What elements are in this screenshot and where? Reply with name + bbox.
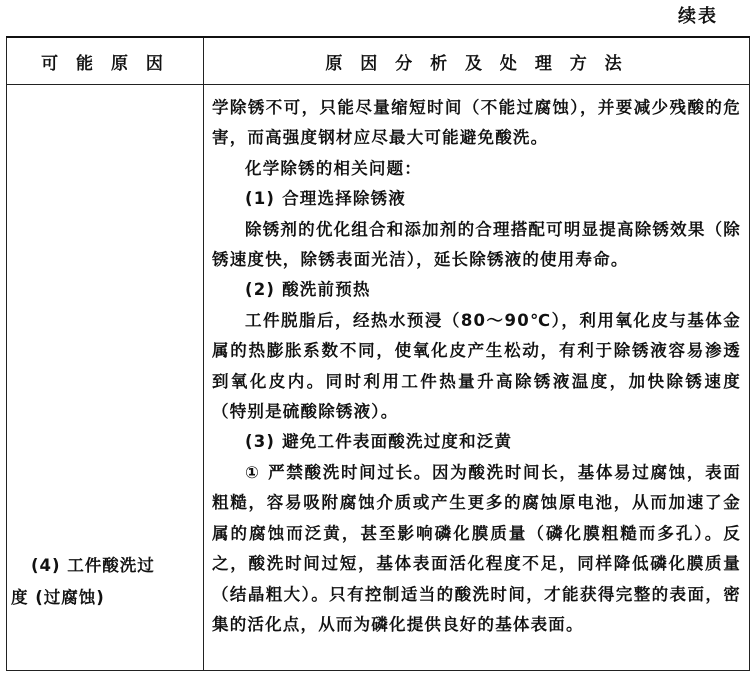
cause-text-line2: 度 (过腐蚀) [11, 588, 105, 607]
analysis-paragraph: 学除锈不可，只能尽量缩短时间（不能过腐蚀），并要减少残酸的危害，而高强度钢材应尽最大可能避免酸洗。 [212, 98, 741, 148]
analysis-paragraph: 工件脱脂后，经热水预浸（80～90℃），利用氧化皮与基体金属的热膨胀系数不同，使氧化皮产生松动，有利于除锈液容易渗透到氧化皮内。同时利用工件热量升高除锈液温度，加快除锈速度（特别是硫酸除锈液）。 [212, 310, 741, 422]
cause-cell [7, 85, 204, 671]
table-row [7, 85, 750, 671]
header-analysis-method: 原 因 分 析 及 处 理 方 法 [204, 37, 750, 85]
analysis-subheading: (2) 酸洗前预热 [245, 280, 371, 300]
cause-analysis-table [6, 36, 750, 671]
analysis-cell [204, 85, 750, 671]
analysis-subheading: (3) 避免工件表面酸洗过度和泛黄 [245, 432, 513, 452]
continued-label: 续表 [678, 6, 718, 27]
header-possible-cause: 可 能 原 因 [7, 37, 204, 85]
analysis-subheading: (1) 合理选择除锈液 [245, 189, 407, 209]
analysis-paragraph: 化学除锈的相关问题： [245, 158, 422, 178]
table-header-row [7, 37, 750, 85]
analysis-paragraph: 除锈剂的优化组合和添加剂的合理搭配可明显提高除锈效果（除锈速度快，除锈表面光洁），延长除锈液的使用寿命。 [212, 219, 741, 270]
cause-text-line1: (4) 工件酸洗过 [31, 556, 155, 575]
analysis-paragraph: ① 严禁酸洗时间过长。因为酸洗时间长，基体易过腐蚀，表面粗糙，容易吸附腐蚀介质或产生更多的腐蚀原电池，从而加速了金属的腐蚀而泛黄，甚至影响磷化膜质量（磷化膜粗糙而多孔）。反之，酸洗时间过短，基体表面活化程度不足，同样降低磷化膜质量（结晶粗大）。只有控制适当的酸洗时间，才能获得完整的表面，密集的活化点，从而为磷化提供良好的基体表面。 [212, 462, 741, 634]
